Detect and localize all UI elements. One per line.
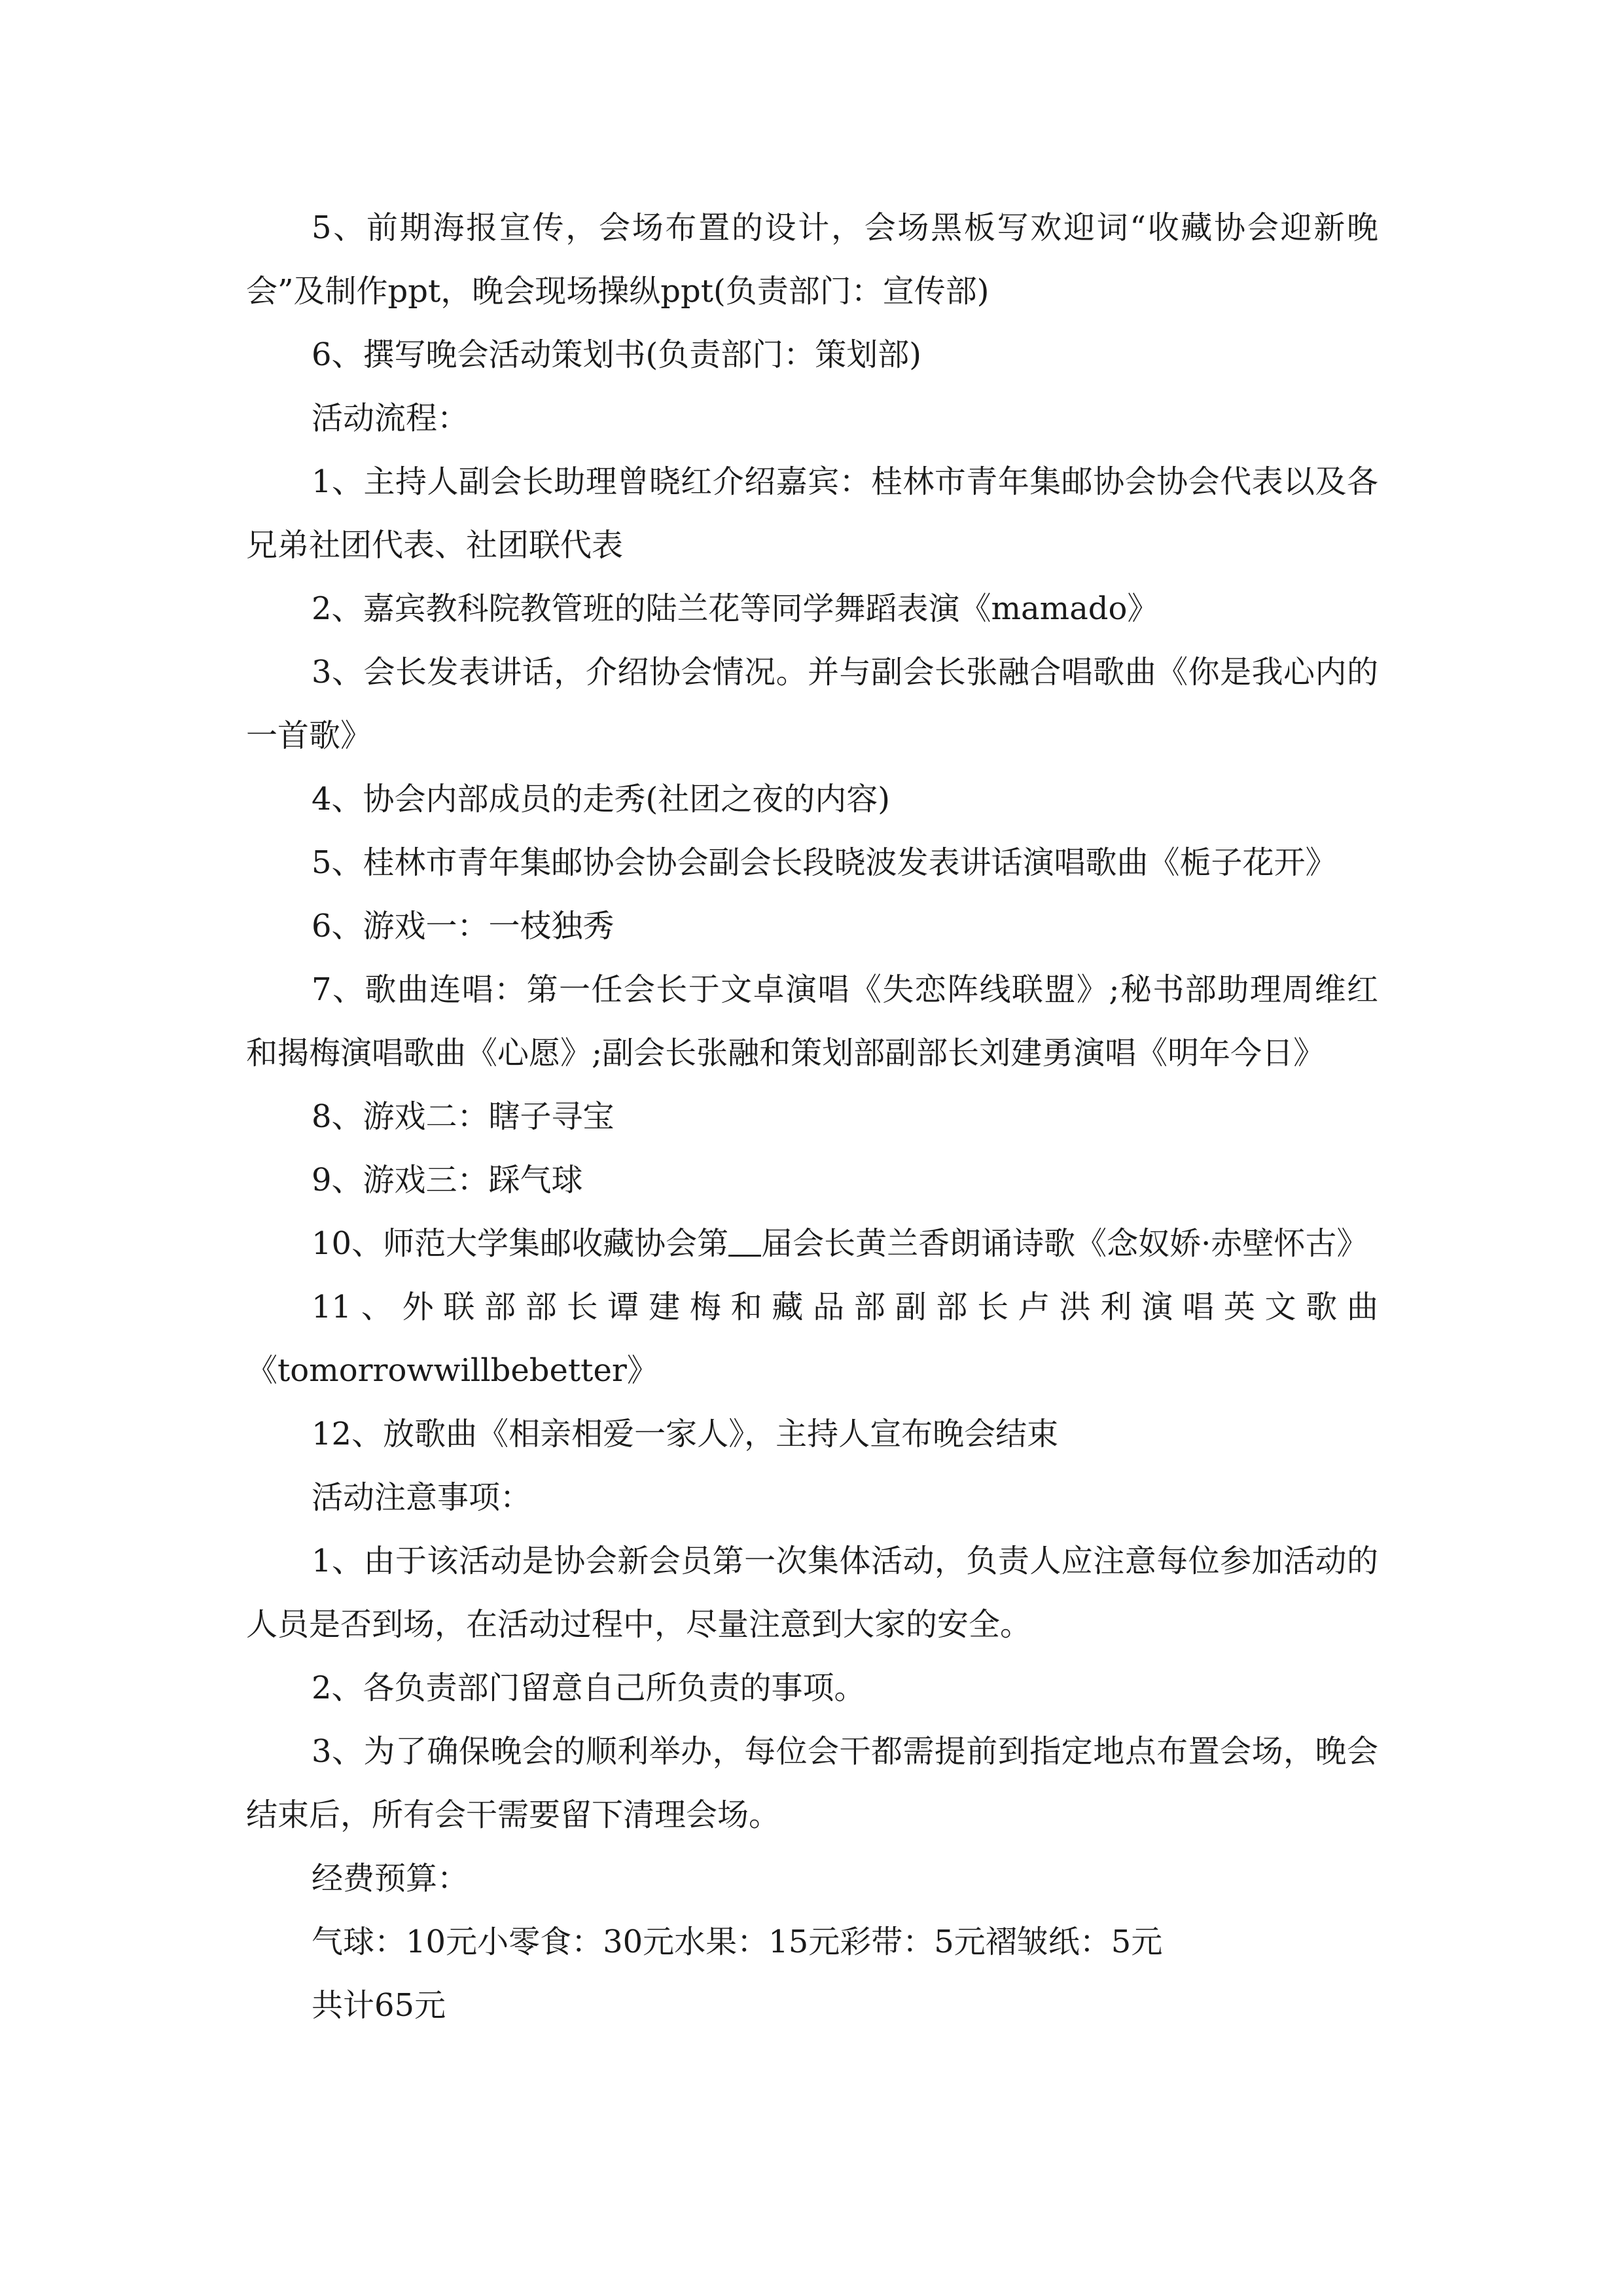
heading-notes: 活动注意事项： (312, 1479, 532, 1516)
budget-total: 共计65元 (312, 1987, 446, 2024)
flow-item-1: 1、主持人副会长助理曾晓红介绍嘉宾：桂林市青年集邮协会协会代表以及各兄弟社团代表、社团联代表 (246, 463, 1378, 564)
flow-item-10 (246, 1212, 1378, 1276)
flow-item-11-line2: 《tomorrowwillbebetter》 (246, 1352, 658, 1389)
heading-activity-flow: 活动流程： (312, 400, 469, 437)
flow-item-6: 6、游戏一：一枝独秀 (312, 908, 615, 944)
budget-items: 气球：10元小零食：30元水果：15元彩带：5元褶皱纸：5元 (312, 1924, 1163, 1960)
flow-item-10-after: 届会长黄兰香朗诵诗歌《念奴娇·赤壁怀古》 (761, 1225, 1368, 1262)
flow-item-3: 3、会长发表讲话，介绍协会情况。并与副会长张融合唱歌曲《你是我心内的一首歌》 (246, 654, 1378, 754)
paragraph-item6-planning: 6、撰写晚会活动策划书(负责部门：策划部) (312, 336, 921, 373)
flow-item-8: 8、游戏二：瞎子寻宝 (312, 1098, 615, 1135)
flow-item-7: 7、歌曲连唱：第一任会长于文卓演唱《失恋阵线联盟》;秘书部助理周维红和揭梅演唱歌曲《心愿》;副会长张融和策划部副部长刘建勇演唱《明年今日》 (246, 971, 1378, 1071)
flow-item-2: 2、嘉宾教科院教管班的陆兰花等同学舞蹈表演《mamado》 (312, 590, 1159, 627)
flow-item-4: 4、协会内部成员的走秀(社团之夜的内容) (312, 781, 890, 817)
flow-item-5: 5、桂林市青年集邮协会协会副会长段晓波发表讲话演唱歌曲《栀子花开》 (312, 844, 1337, 881)
flow-item-12: 12、放歌曲《相亲相爱一家人》，主持人宣布晚会结束 (312, 1416, 1059, 1452)
document-body (246, 196, 1378, 2037)
note-item-3: 3、为了确保晚会的顺利举办，每位会干都需提前到指定地点布置会场，晚会结束后，所有会干需要留下清理会场。 (246, 1733, 1378, 1833)
note-item-2: 2、各负责部门留意自己所负责的事项。 (312, 1670, 866, 1706)
flow-item-9: 9、游戏三：踩气球 (312, 1162, 583, 1198)
flow-item-10-before: 10、师范大学集邮收藏协会第 (312, 1225, 729, 1262)
blank-underline (728, 1229, 761, 1257)
note-item-1: 1、由于该活动是协会新会员第一次集体活动，负责人应注意每位参加活动的人员是否到场，在活动过程中，尽量注意到大家的安全。 (246, 1543, 1378, 1643)
flow-item-11-line1: 11、外联部部长谭建梅和藏品部副部长卢洪利演唱英文歌曲 (312, 1289, 1378, 1325)
heading-budget: 经费预算： (312, 1860, 469, 1897)
paragraph-item5-publicity: 5、前期海报宣传，会场布置的设计，会场黑板写欢迎词“收藏协会迎新晚会”及制作ppt，晚会现场操纵ppt(负责部门：宣传部) (246, 209, 1378, 310)
